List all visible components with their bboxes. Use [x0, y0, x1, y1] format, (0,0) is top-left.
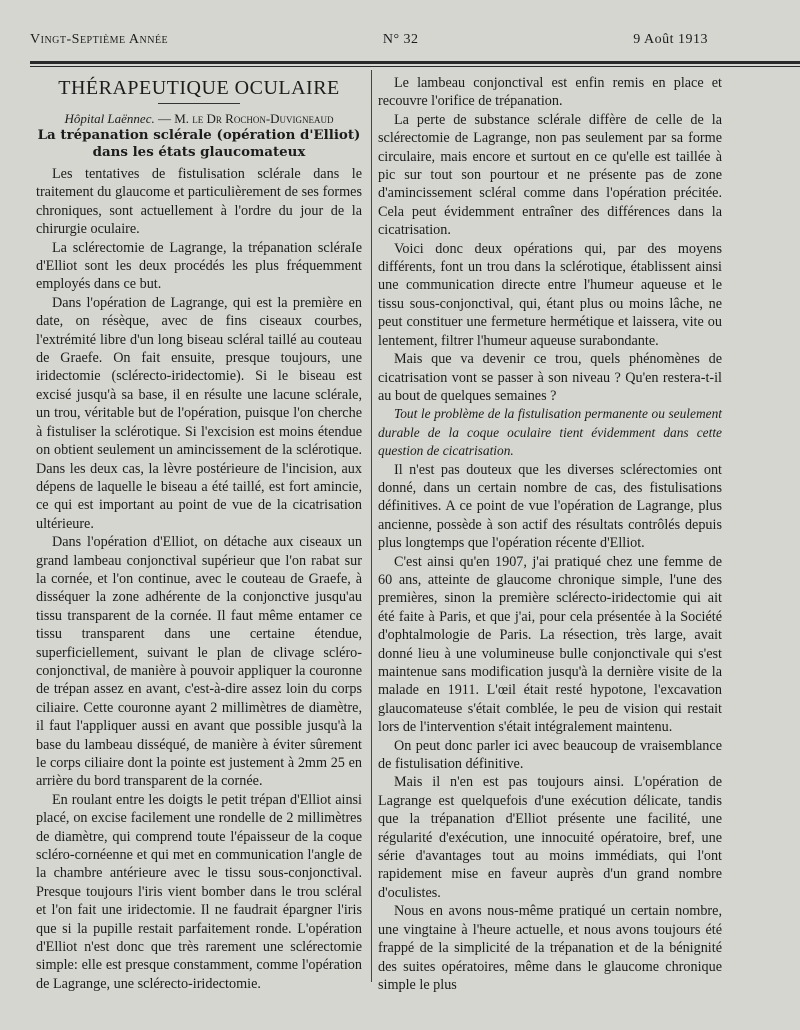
left-column [36, 74, 362, 993]
rubric-rule [158, 103, 240, 104]
paragraph: Nous en avons nous-même pratiqué un certain nombre, une vingtaine à l'heure actuelle, et nous avons toujours été frappé de la simplicité de la trépanation et de la bénignité des suites opératoires, même dans le glaucome chronique simple le plus [378, 903, 722, 993]
right-column [378, 74, 722, 994]
paragraph: Voici donc deux opérations qui, par des moyens différents, font un trou dans la sclérotique, établissent ainsi une communication directe entre l'humeur aqueuse et le tissu sous-conjonctival, qui, étant plus ou moins lâche, ne peut constituer une fermeture hermétique et laissera, vite ou lentement, filtrer l'humeur aqueuse surabondante. [378, 240, 722, 349]
article-title-line2: dans les états glaucomateux [92, 144, 306, 160]
paragraph: Mais que va devenir ce trou, quels phénomènes de cicatrisation vont se passer à son niveau ? Qu'en restera-t-il au bout de quelques semaines ? [378, 351, 722, 404]
paragraph: En roulant entre les doigts le petit trépan d'Elliot ainsi placé, on excise facilement une rondelle de 2 millimètres de diamètre, qui comprend toute l'épaisseur de la coque scléro-cornéenne et qui met en communication l'angle de la chambre antérieure avec le tissu sous-conjonctival. Presque toujours l'iris vient bomber dans le trou scléral et l'on fait une iridectomie. Il ne faudrait épargner l'iris que si la pupille restait parfaitement ronde. L'opération d'Elliot n'est donc que très rarement une sclérectomie simple: elle est presque constamment, comme l'opération de Lagrange, une sclérecto-iridectomie. [36, 791, 362, 992]
issue-date: 9 Août 1913 [633, 32, 708, 47]
paragraph: Dans l'opération de Lagrange, qui est la première en date, on résèque, avec de fins ciseaux courbes, l'extrémité libre d'un long biseau scléral taillé au couteau de Graefe. On fait ensuite, presque toujours, une iridectomie (sclérecto-iridectomie). Si le biseau est excisé jusqu'à sa base, il en résulte une lacune sclérale, un trou, véritable but de l'opération, puisque l'on cherche à fistuliser la sclérotique. Si l'excision est moins étendue on obtient seulement un amincissement de la sclérotique. Dans les deux cas, la lèvre postérieure de l'incision, aux dépens de laquelle le biseau a été taillé, est fort amincie, ce qui est important au point de vue de la cicatrisation ultérieure. [36, 294, 362, 532]
volume-label: Vingt-Septième Année [30, 32, 169, 47]
byline-venue: Hôpital Laënnec. [64, 111, 155, 126]
byline-author: — M. le Dr Rochon-Duvigneaud [157, 111, 334, 126]
article-byline [36, 110, 362, 127]
article-title [36, 127, 362, 161]
header-rule-thick [30, 61, 800, 64]
paragraph: Le lambeau conjonctival est enfin remis en place et recouvre l'orifice de trépanation. [378, 75, 722, 110]
section-rubric: THÉRAPEUTIQUE OCULAIRE [58, 77, 340, 99]
article-title-line1: La trépanation sclérale (opération d'Elliot) [37, 127, 361, 143]
paragraph: On peut donc parler ici avec beaucoup de vraisemblance de fistulisation définitive. [378, 737, 722, 773]
paragraph: C'est ainsi qu'en 1907, j'ai pratiqué chez une femme de 60 ans, atteinte de glaucome chronique simple, l'une des premières, sinon la première sclérecto-iridectomie qui ait été faite à Paris, et que j'ai, pour cela présentée à la Société d'ophtalmologie de Paris. La résection, très large, avait donné lieu à une volumineuse bulle conjonctivale qui s'est maintenue sans modification jusqu'à la dernière visite de la malade en 1911. L'œil était resté hypotone, l'excavation glaucomateuse s'était comblée, le peu de vision qui restait lors de l'intervention s'était intégralement maintenu. [378, 553, 722, 736]
italic-paragraph: Tout le problème de la fistulisation permanente ou seulement durable de la coque oculaire tient évidemment dans cette question de cicatrisation. [378, 406, 722, 459]
paragraph: Mais il n'en est pas toujours ainsi. L'opération de Lagrange est quelquefois d'une exécution délicate, tandis que la trépanation d'Elliot présente une facilité, une régularité d'exécution, une innocuité opératoire, bref, une série d'avantages tout au moins immédiats, qui l'ont rapidement mise en faveur auprès d'un grand nombre d'oculistes. [378, 774, 722, 901]
column-separator [371, 70, 372, 982]
paragraph: Dans l'opération d'Elliot, on détache aux ciseaux un grand lambeau conjonctival supérieur que l'on rabat sur la cornée, et l'on continue, avec le couteau de Graefe, à disséquer la zone adhérente de la conjonctive jusqu'au tissu transparent de la cornée. Il faut même entamer ce tissu transparent dans une certaine étendue, superficiellement, suivant le plan de clivage scléro-conjonctival, de manière à pouvoir appliquer la couronne de trépan assez en avant, c'est-à-dire assez loin du corps ciliaire. Cette couronne ayant 2 millimètres de diamètre, il faut l'appliquer aussi en avant que possible jusqu'à la base du lambeau disséqué, de manière à éviter sûrement le corps ciliaire dont la pointe est justement à 2mm 25 en arrière du bord transparent de la cornée. [36, 534, 362, 790]
paragraph: La sclérectomie de Lagrange, la trépanation scléraIe d'Elliot sont les deux procédés les plus fréquemment employés dans ce but. [36, 239, 362, 293]
header-rule-thin [30, 66, 800, 67]
running-header [30, 32, 708, 54]
paragraph: La perte de substance sclérale diffère de celle de la sclérectomie de Lagrange, non pas seulement par sa forme circulaire, mais encore et surtout en ce qu'elle est taillée à pic sur tout son pourtour et ne présente pas de zone d'amincissement scléral comme dans l'opération précitée. Cela peut évidemment entraîner des différences dans la cicatrisation. [378, 111, 722, 239]
paragraph: Il n'est pas douteux que les diverses sclérectomies ont donné, dans un certain nombre de cas, des fistulisations définitives. A ce point de vue l'opération de Lagrange, plus ancienne, possède à son actif des résultats contrôlés depuis plus longtemps que l'opération récente d'Elliot. [378, 461, 722, 552]
issue-number: N° 32 [382, 32, 419, 47]
paragraph: Les tentatives de fistulisation sclérale dans le traitement du glaucome et particulièrement de ses formes chroniques, sont actuellement à l'ordre du jour de la chirurgie oculaire. [36, 166, 362, 238]
